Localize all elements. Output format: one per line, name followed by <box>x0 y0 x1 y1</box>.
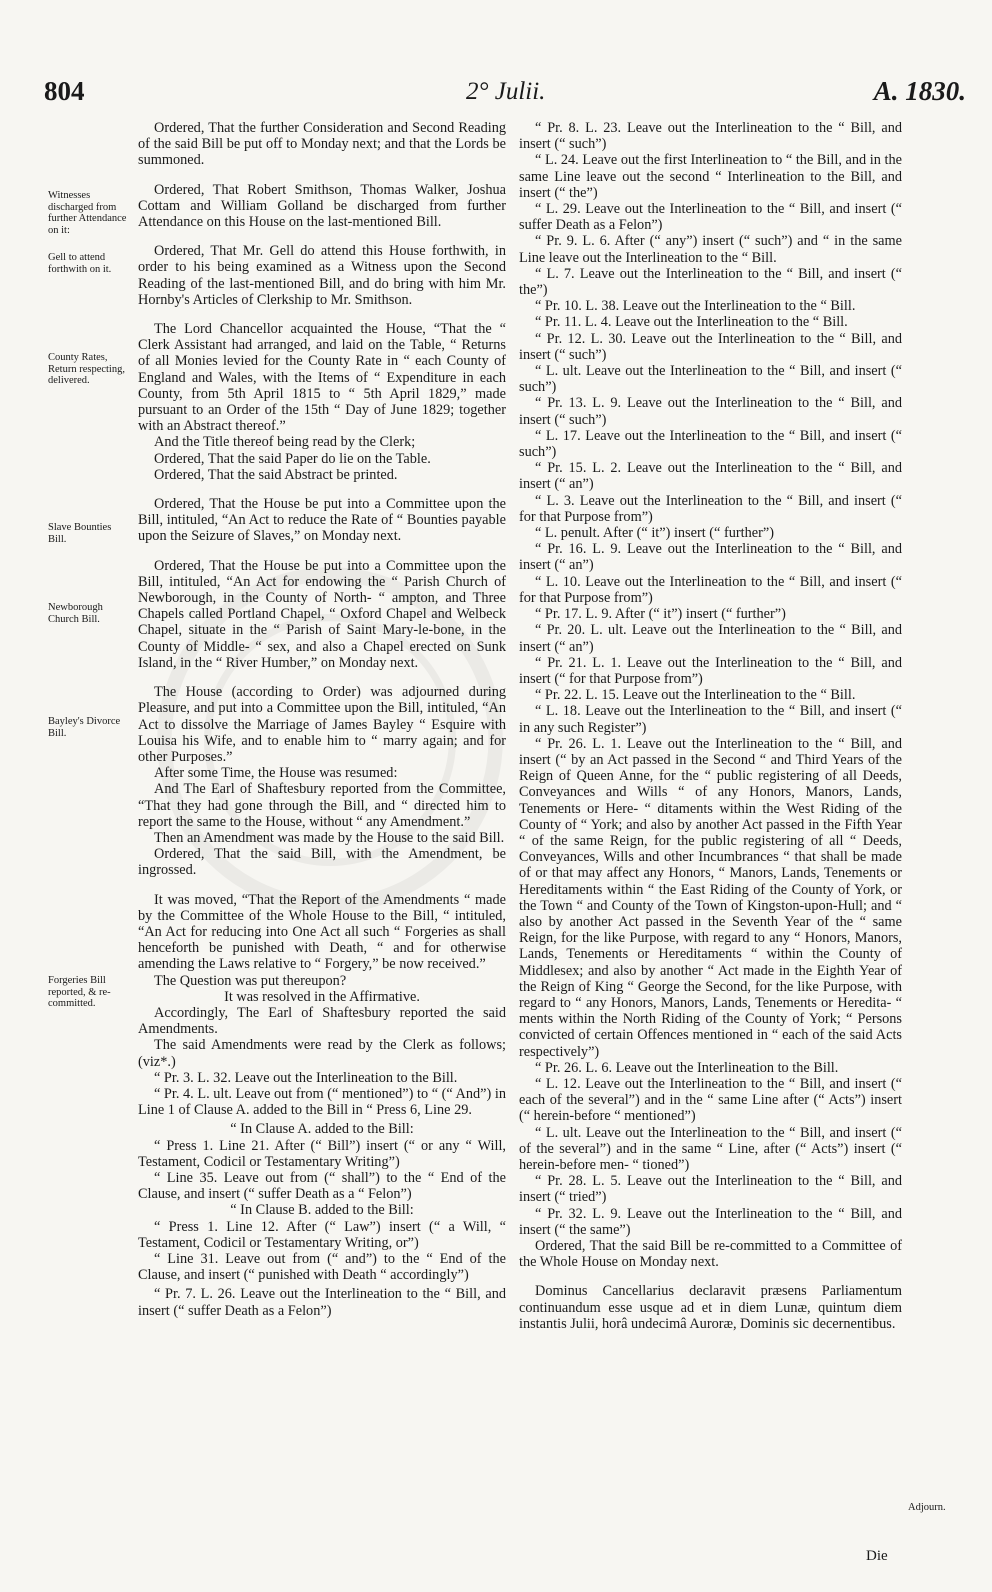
amendment-line: “ Pr. 32. L. 9. Leave out the Interlineation to the “ Bill, and insert (“ the same”) <box>519 1205 902 1238</box>
amendment-line: “ Pr. 8. L. 23. Leave out the Interlineation to the “ Bill, and insert (“ such”) <box>519 120 902 153</box>
adjournment-paragraph: Dominus Cancellarius declaravit præsens Parliamentum continuandum esse usque ad et in diem Lunæ, quintum diem instantis Julii, horâ undecimâ Auroræ, Dominis sic decernentibus. <box>519 1283 902 1332</box>
amendment-line: “ Pr. 28. L. 5. Leave out the Interlineation to the “ Bill, and insert (“ tried”) <box>519 1173 902 1206</box>
paragraph: And the Title thereof being read by the Clerk; <box>154 434 416 451</box>
paragraph: It was resolved in the Affirmative. <box>224 988 420 1005</box>
amendment-line: “ Pr. 12. L. 30. Leave out the Interlineation to the “ Bill, and insert (“ such”) <box>519 330 902 363</box>
page-header <box>0 76 992 112</box>
amendment-line: “ Line 35. Leave out from (“ shall”) to the “ End of the Clause, and insert (“ suffer Death as a “ Felon”) <box>138 1169 506 1203</box>
amendment-line: “ Pr. 13. L. 9. Leave out the Interlineation to the “ Bill, and insert (“ such”) <box>519 395 902 428</box>
margin-note-gell: Gell to attend forthwith on it. <box>48 252 112 275</box>
amendment-line: “ L. ult. Leave out the Interlineation to the “ Bill, and insert (“ such”) <box>519 363 902 396</box>
header-date: 2° Julii. <box>466 78 546 105</box>
amendment-line: “ Pr. 4. L. ult. Leave out from (“ mentioned”) to “ (“ And”) in Line 1 of Clause A. added to the Bill in “ Press 6, Line 29. <box>138 1085 506 1119</box>
paragraph: After some Time, the House was resumed: <box>154 765 398 782</box>
catchword: Die <box>866 1548 888 1564</box>
paragraph: Ordered, That the said Paper do lie on the Table. <box>154 450 431 467</box>
amendment-line: “ Pr. 11. L. 4. Leave out the Interlineation to the “ Bill. <box>535 314 848 331</box>
amendment-line: “ L. 12. Leave out the Interlineation to the “ Bill, and insert (“ each of the several”) and in the “ same Line after (“ Acts”) insert (“ herein-before “ mentioned”) <box>519 1075 902 1125</box>
margin-note-adjourn: Adjourn. <box>908 1502 946 1513</box>
amendment-line: “ Pr. 17. L. 9. After (“ it”) insert (“ further”) <box>535 606 786 623</box>
paragraph: Then an Amendment was made by the House to the said Bill. <box>154 829 505 846</box>
amendment-line: “ Line 31. Leave out from (“ and”) to the “ End of the Clause, and insert (“ punished with Death “ accordingly”) <box>138 1251 506 1284</box>
amendment-line: “ Pr. 16. L. 9. Leave out the Interlineation to the “ Bill, and insert (“ an”) <box>519 541 902 574</box>
paragraph: Ordered, That Mr. Gell do attend this House forthwith, in order to his being examined as a Witness upon the Second Reading of the last-mentioned Bill, and do bring with him Mr. Hornby's Articles of Clerkship to Mr. Smithson. <box>138 243 506 308</box>
paragraph: The said Amendments were read by the Clerk as follows; (viz*.) <box>138 1037 506 1070</box>
margin-note-witnesses: Witnesses discharged from further Attendance on it: <box>48 190 127 236</box>
paragraph: Ordered, That the further Consideration and Second Reading of the said Bill be put off to Monday next; and that the Lords be summoned. <box>138 120 506 169</box>
margin-note-newborough: Newborough Church Bill. <box>48 602 103 625</box>
amendment-line: “ Press 1. Line 12. After (“ Law”) insert (“ a Will, “ Testament, Codicil or Testamentary Writing, or”) <box>138 1218 506 1251</box>
amendment-line: “ Pr. 26. L. 6. Leave out the Interlineation to the Bill. <box>535 1059 839 1076</box>
paragraph: The Question was put thereupon? <box>154 972 347 989</box>
header-year: A. 1830. <box>873 76 966 106</box>
paragraph: It was moved, “That the Report of the Amendments “ made by the Committee of the Whole House to the Bill, “ intituled, “An Act for reducing into One Act all such “ Forgeries as shall henceforth be punished with Death, “ and for otherwise amending the Laws relative to “ Forgery,” be now received.” <box>138 891 506 973</box>
amendment-heading: “ In Clause A. added to the Bill: <box>230 1121 414 1138</box>
amendment-line: “ L. 3. Leave out the Interlineation to the “ Bill, and insert (“ for that Purpose from”) <box>519 492 902 525</box>
amendment-line: “ Pr. 9. L. 6. After (“ any”) insert (“ such”) and “ in the same Line leave out the Interlineation to the “ Bill. <box>519 233 902 266</box>
amendment-line: “ L. 18. Leave out the Interlineation to the “ Bill, and insert (“ in any such Register”) <box>519 703 902 736</box>
amendment-line: “ Pr. 15. L. 2. Leave out the Interlineation to the “ Bill, and insert (“ an”) <box>519 460 902 493</box>
margin-note-forgeries: Forgeries Bill reported, & re-committed. <box>48 975 111 1009</box>
right-column <box>519 120 902 1332</box>
amendment-line: “ L. 10. Leave out the Interlineation to the “ Bill, and insert (“ for that Purpose from”) <box>519 573 902 606</box>
margin-note-bayley: Bayley's Divorce Bill. <box>48 716 121 739</box>
page-number: 804 <box>44 76 85 106</box>
paragraph: Ordered, That the House be put into a Committee upon the Bill, intituled, “An Act for endowing the “ Parish Church of Newborough, in the County of North- “ ampton, and Three Chapels called Portland Chapel, “ Oxford Chapel and Welbeck Chapel, situate in the “ Parish of Saint Mary-le-bone, in the County of Middle- “ sex, and also a Chapel erected on Sunk Island, in the “ River Humber,” on Monday next. <box>138 557 506 671</box>
amendment-line: “ L. 7. Leave out the Interlineation to the “ Bill, and insert (“ the”) <box>519 265 902 299</box>
paragraph: The Lord Chancellor acquainted the House, “That the “ Clerk Assistant had arranged, and laid on the Table, “ Returns of all Monies levied for the County Rate in “ each County of England and Wales, with the Items of “ Expenditure in each County, from 5th April 1815 to “ 5th April 1829,” made pursuant to an Order of the 15th “ Day of June 1829; together with an Abstract thereof.” <box>138 321 506 435</box>
amendment-line: “ L. 29. Leave out the Interlineation to the “ Bill, and insert (“ suffer Death as a Felon”) <box>519 201 902 234</box>
amendment-line: “ L. 17. Leave out the Interlineation to the “ Bill, and insert (“ such”) <box>519 427 902 461</box>
amendment-line: “ L. penult. After (“ it”) insert (“ further”) <box>535 525 774 542</box>
paragraph: Ordered, That the said Bill, with the Amendment, be ingrossed. <box>138 846 506 879</box>
paragraph: Accordingly, The Earl of Shaftesbury reported the said Amendments. <box>138 1004 506 1038</box>
margin-note-slave-bounties: Slave Bounties Bill. <box>48 522 112 545</box>
left-column <box>138 120 506 1319</box>
amendment-line: “ Pr. 21. L. 1. Leave out the Interlineation to the “ Bill, and insert (“ for that Purpose from”) <box>519 654 902 687</box>
margin-note-county-rates: County Rates, Return respecting, delivered. <box>48 352 125 386</box>
paragraph: Ordered, That the House be put into a Committee upon the Bill, intituled, “An Act to reduce the Rate of “ Bounties payable upon the Seizure of Slaves,” on Monday next. <box>138 496 506 545</box>
amendment-line: “ Pr. 26. L. 1. Leave out the Interlineation to the “ Bill, and insert (“ by an Act passed in the Second “ and Third Years of the Reign of Queen Anne, for the “ public registering of all Deeds, Conveyances and Wills “ of any Honors, Manors, Lands, Tenements or Here- “ ditaments within the West Riding of the County of “ York; and also by another Act passed in the Fifth Year “ of the same Reign, for the public registering of all “ Deeds, Conveyances, Wills and other Incumbrances “ that shall be made of or that may affect any Honors, “ Manors, Lands, Tenements or Hereditaments within “ the East Riding of the County of York, or the Town “ and County of the Town of Kingston-upon-Hull; and “ also by another Act passed in the Seventh Year of the “ same Reign, for the like Purpose, with regard to any “ Honors, Manors, Lands, Tenements or Hereditaments “ within the County of Middlesex; and also by another “ Act made in the Eighth Year of the Reign of King “ George the Second, for the like Purpose, with regard to “ any Honors, Manors, Lands, Tenements or Heredita- “ ments within the North Riding of the County of York; “ Persons convicted of certain Offences mentioned in “ each of the said Acts respectively”) <box>519 735 902 1060</box>
paragraph: Ordered, That Robert Smithson, Thomas Walker, Joshua Cottam and William Golland be discharged from further Attendance on this House on the last-mentioned Bill. <box>138 181 506 231</box>
amendment-line: “ L. ult. Leave out the Interlineation to the “ Bill, and insert (“ of the several”) and in the same “ Line, after (“ Acts”) insert (“ herein-before men- “ tioned”) <box>519 1124 902 1173</box>
paragraph: Ordered, That the said Bill be re-committed to a Committee of the Whole House on Monday next. <box>519 1238 902 1271</box>
amendment-line: “ Pr. 22. L. 15. Leave out the Interlineation to the “ Bill. <box>535 687 856 704</box>
amendment-line: “ Pr. 3. L. 32. Leave out the Interlineation to the Bill. <box>154 1069 458 1086</box>
paragraph: Ordered, That the said Abstract be printed. <box>154 466 398 483</box>
amendment-heading: “ In Clause B. added to the Bill: <box>230 1202 414 1219</box>
amendment-line: “ Pr. 7. L. 26. Leave out the Interlineation to the “ Bill, and insert (“ suffer Death as a Felon”) <box>138 1286 506 1319</box>
amendment-line: “ L. 24. Leave out the first Interlineation to “ the Bill, and in the same Line leave out the second “ Interlineation to the Bill, and insert (“ the”) <box>519 152 902 201</box>
amendment-line: “ Pr. 20. L. ult. Leave out the Interlineation to the “ Bill, and insert (“ an”) <box>519 622 902 655</box>
paragraph: The House (according to Order) was adjourned during Pleasure, and put into a Committee upon the Bill, intituled, “An Act to dissolve the Marriage of James Bayley “ Esquire with Louisa his Wife, and to enable him to “ marry again; and for other Purposes.” <box>138 684 506 765</box>
amendment-line: “ Pr. 10. L. 38. Leave out the Interlineation to the “ Bill. <box>535 298 856 315</box>
paragraph: And The Earl of Shaftesbury reported from the Committee, “That they had gone through the Bill, and “ directed him to report the same to the House, without “ any Amendment.” <box>138 781 506 830</box>
amendment-line: “ Press 1. Line 21. After (“ Bill”) insert (“ or any “ Will, Testament, Codicil or Testamentary Writing”) <box>138 1137 506 1170</box>
